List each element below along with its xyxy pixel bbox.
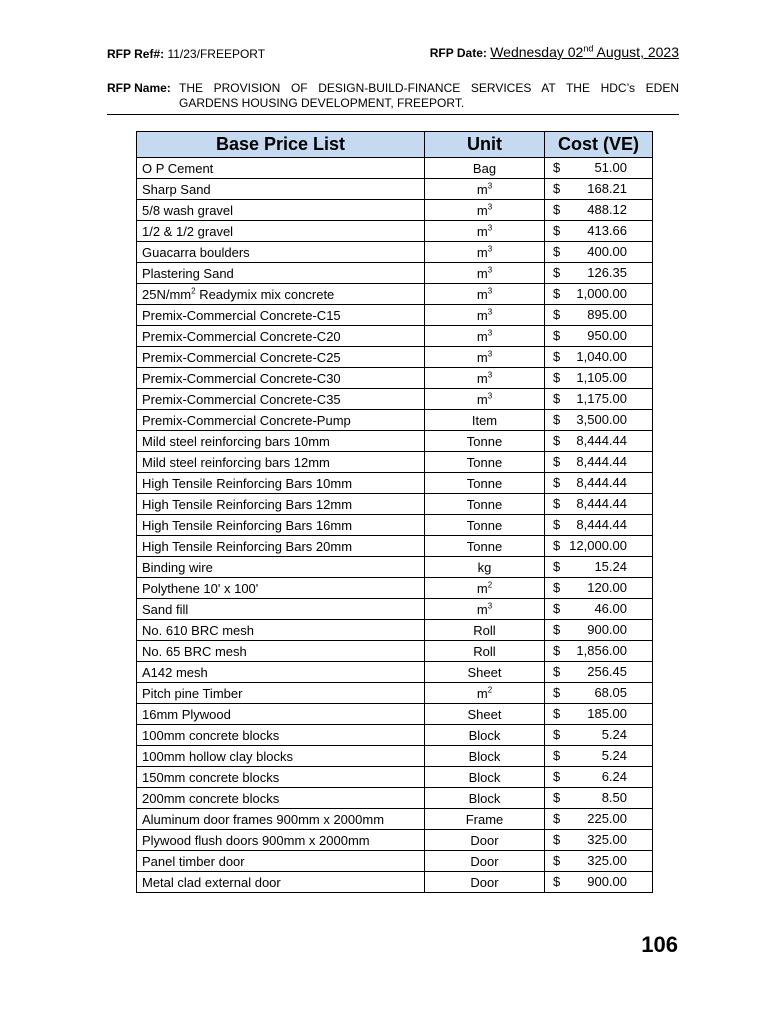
cost-cell [545, 242, 653, 263]
cost-cell [545, 767, 653, 788]
cost-amount: 8,444.44 [576, 517, 627, 532]
cost-cell [545, 158, 653, 179]
currency-symbol: $ [553, 391, 561, 406]
currency-symbol: $ [553, 643, 561, 658]
table-row [137, 599, 653, 620]
unit-cell: Tonne [425, 473, 545, 494]
cost-amount: 900.00 [587, 874, 627, 889]
cost-amount: 6.24 [601, 769, 627, 784]
cost-cell [545, 494, 653, 515]
cost-amount: 225.00 [587, 811, 627, 826]
currency-symbol: $ [553, 874, 561, 889]
unit-cell: Item [425, 410, 545, 431]
currency-symbol: $ [553, 286, 561, 301]
currency-symbol: $ [553, 223, 561, 238]
page-number: 106 [641, 932, 678, 957]
unit-cell: $m^3$ [425, 284, 545, 305]
cost-cell [545, 872, 653, 893]
cost-cell [545, 851, 653, 872]
cost-amount: 400.00 [587, 244, 627, 259]
item-cell: High Tensile Reinforcing Bars 10mm [137, 473, 425, 494]
currency-symbol: $ [553, 580, 561, 595]
item-cell: Polythene 10' x 100' [137, 578, 425, 599]
cost-amount: 895.00 [587, 307, 627, 322]
item-cell: High Tensile Reinforcing Bars 12mm [137, 494, 425, 515]
table-row [137, 389, 653, 410]
currency-symbol: $ [553, 517, 561, 532]
currency-symbol: $ [553, 706, 561, 721]
cost-amount: 185.00 [587, 706, 627, 721]
table-row [137, 158, 653, 179]
cost-cell [545, 788, 653, 809]
cost-amount: 950.00 [587, 328, 627, 343]
table-row [137, 746, 653, 767]
item-cell: 100mm concrete blocks [137, 725, 425, 746]
cost-cell [545, 704, 653, 725]
unit-cell: $m^2$ [425, 578, 545, 599]
rfp-ref-label: RFP Ref#: [107, 47, 165, 61]
unit-cell: Bag [425, 158, 545, 179]
item-cell: 1/2 & 1/2 gravel [137, 221, 425, 242]
table-row [137, 830, 653, 851]
currency-symbol: $ [553, 748, 561, 763]
cost-amount: 3,500.00 [576, 412, 627, 427]
unit-cell: Tonne [425, 431, 545, 452]
cost-cell [545, 725, 653, 746]
unit-cell: $m^3$ [425, 221, 545, 242]
currency-symbol: $ [553, 433, 561, 448]
item-cell: Sand fill [137, 599, 425, 620]
item-cell: Premix-Commercial Concrete-C25 [137, 347, 425, 368]
cost-amount: 413.66 [587, 223, 627, 238]
currency-symbol: $ [553, 538, 561, 553]
cost-cell [545, 431, 653, 452]
item-cell: $25N/mm^2$ Readymix mix concrete [137, 284, 425, 305]
cost-cell [545, 599, 653, 620]
unit-cell: Block [425, 788, 545, 809]
unit-cell: Sheet [425, 704, 545, 725]
cost-amount: 8.50 [601, 790, 627, 805]
table-row [137, 431, 653, 452]
cost-cell [545, 557, 653, 578]
table-row [137, 179, 653, 200]
table-row [137, 872, 653, 893]
cost-amount: 5.24 [601, 727, 627, 742]
table-row [137, 662, 653, 683]
item-cell: Metal clad external door [137, 872, 425, 893]
header-divider [107, 114, 679, 115]
table-row [137, 809, 653, 830]
currency-symbol: $ [553, 853, 561, 868]
table-row [137, 284, 653, 305]
table-row [137, 725, 653, 746]
cost-cell [545, 347, 653, 368]
rfp-name-row [107, 81, 679, 111]
table-body [137, 158, 653, 893]
currency-symbol: $ [553, 832, 561, 847]
currency-symbol: $ [553, 559, 561, 574]
cost-cell [545, 746, 653, 767]
table-row [137, 515, 653, 536]
base-price-table [136, 131, 653, 893]
table-row [137, 788, 653, 809]
currency-symbol: $ [553, 412, 561, 427]
unit-cell: $m^3$ [425, 326, 545, 347]
unit-cell: $m^3$ [425, 599, 545, 620]
cost-cell [545, 368, 653, 389]
item-cell: Premix-Commercial Concrete-C15 [137, 305, 425, 326]
item-cell: Guacarra boulders [137, 242, 425, 263]
unit-cell: Roll [425, 641, 545, 662]
currency-symbol: $ [553, 769, 561, 784]
unit-cell: Block [425, 746, 545, 767]
cost-amount: 51.00 [594, 160, 627, 175]
header-cost: Cost (VE) [545, 132, 653, 158]
unit-cell: $m^3$ [425, 305, 545, 326]
unit-cell: $m^3$ [425, 242, 545, 263]
unit-cell: Frame [425, 809, 545, 830]
cost-cell [545, 809, 653, 830]
cost-amount: 1,175.00 [576, 391, 627, 406]
item-cell: Binding wire [137, 557, 425, 578]
table-row [137, 326, 653, 347]
unit-cell: Roll [425, 620, 545, 641]
table-row [137, 242, 653, 263]
item-cell: Plastering Sand [137, 263, 425, 284]
table-row [137, 536, 653, 557]
cost-cell [545, 473, 653, 494]
cost-amount: 325.00 [587, 853, 627, 868]
item-cell: Aluminum door frames 900mm x 2000mm [137, 809, 425, 830]
table-row [137, 305, 653, 326]
unit-cell: $m^3$ [425, 200, 545, 221]
header-unit: Unit [425, 132, 545, 158]
item-cell: Premix-Commercial Concrete-C20 [137, 326, 425, 347]
currency-symbol: $ [553, 349, 561, 364]
table-row [137, 494, 653, 515]
currency-symbol: $ [553, 790, 561, 805]
table-row [137, 221, 653, 242]
item-cell: 200mm concrete blocks [137, 788, 425, 809]
item-cell: Mild steel reinforcing bars 12mm [137, 452, 425, 473]
table-row [137, 368, 653, 389]
cost-cell [545, 305, 653, 326]
cost-amount: 1,040.00 [576, 349, 627, 364]
currency-symbol: $ [553, 496, 561, 511]
cost-cell [545, 410, 653, 431]
cost-amount: 5.24 [601, 748, 627, 763]
cost-cell [545, 536, 653, 557]
table-row [137, 683, 653, 704]
rfp-ref [107, 47, 265, 62]
cost-amount: 1,856.00 [576, 643, 627, 658]
cost-cell [545, 221, 653, 242]
cost-amount: 126.35 [587, 265, 627, 280]
cost-amount: 15.24 [594, 559, 627, 574]
currency-symbol: $ [553, 811, 561, 826]
table-row [137, 557, 653, 578]
rfp-date-value [490, 44, 679, 60]
unit-cell: $m^3$ [425, 368, 545, 389]
item-cell: 100mm hollow clay blocks [137, 746, 425, 767]
unit-cell: Tonne [425, 515, 545, 536]
item-cell: Sharp Sand [137, 179, 425, 200]
rfp-date [430, 45, 679, 61]
table-row [137, 347, 653, 368]
item-cell: 150mm concrete blocks [137, 767, 425, 788]
item-cell: 16mm Plywood [137, 704, 425, 725]
unit-cell: $m^3$ [425, 263, 545, 284]
cost-cell [545, 578, 653, 599]
table-row [137, 410, 653, 431]
unit-cell: $m^3$ [425, 389, 545, 410]
table-header-row [137, 132, 653, 158]
item-cell: Premix-Commercial Concrete-Pump [137, 410, 425, 431]
unit-cell: kg [425, 557, 545, 578]
cost-cell [545, 683, 653, 704]
item-cell: Pitch pine Timber [137, 683, 425, 704]
currency-symbol: $ [553, 727, 561, 742]
currency-symbol: $ [553, 475, 561, 490]
unit-cell: $m^2$ [425, 683, 545, 704]
rfp-date-prefix: Wednesday 02 [490, 44, 584, 60]
unit-cell: Door [425, 830, 545, 851]
currency-symbol: $ [553, 181, 561, 196]
unit-cell: Tonne [425, 536, 545, 557]
table-row [137, 704, 653, 725]
rfp-name-value: THE PROVISION OF DESIGN-BUILD-FINANCE SERVICES AT THE HDC’s EDEN GARDENS HOUSING DEVELOPMENT, FREEPORT. [179, 81, 679, 110]
rfp-date-suffix: August, 2023 [593, 44, 679, 60]
cost-amount: 168.21 [587, 181, 627, 196]
item-cell: A142 mesh [137, 662, 425, 683]
currency-symbol: $ [553, 370, 561, 385]
table-row [137, 452, 653, 473]
cost-cell [545, 662, 653, 683]
item-cell: Panel timber door [137, 851, 425, 872]
cost-amount: 256.45 [587, 664, 627, 679]
unit-cell: Sheet [425, 662, 545, 683]
cost-cell [545, 515, 653, 536]
rfp-name-label: RFP Name: [107, 81, 171, 95]
cost-cell [545, 830, 653, 851]
unit-cell: Door [425, 872, 545, 893]
cost-cell [545, 263, 653, 284]
header-base-price-list: Base Price List [137, 132, 425, 158]
unit-cell: Block [425, 767, 545, 788]
cost-amount: 1,105.00 [576, 370, 627, 385]
cost-amount: 1,000.00 [576, 286, 627, 301]
rfp-date-label: RFP Date: [429, 46, 487, 60]
currency-symbol: $ [553, 244, 561, 259]
item-cell: High Tensile Reinforcing Bars 20mm [137, 536, 425, 557]
table-row [137, 473, 653, 494]
item-cell: Mild steel reinforcing bars 10mm [137, 431, 425, 452]
unit-cell: $m^3$ [425, 347, 545, 368]
item-cell: 5/8 wash gravel [137, 200, 425, 221]
cost-amount: 325.00 [587, 832, 627, 847]
cost-cell [545, 452, 653, 473]
table-row [137, 851, 653, 872]
currency-symbol: $ [553, 454, 561, 469]
currency-symbol: $ [553, 307, 561, 322]
unit-cell: Door [425, 851, 545, 872]
item-cell: Plywood flush doors 900mm x 2000mm [137, 830, 425, 851]
cost-amount: 46.00 [594, 601, 627, 616]
cost-cell [545, 326, 653, 347]
unit-cell: Tonne [425, 452, 545, 473]
item-cell: High Tensile Reinforcing Bars 16mm [137, 515, 425, 536]
table-row [137, 578, 653, 599]
item-cell: O P Cement [137, 158, 425, 179]
cost-cell [545, 179, 653, 200]
cost-amount: 8,444.44 [576, 475, 627, 490]
item-cell: Premix-Commercial Concrete-C30 [137, 368, 425, 389]
rfp-ref-value: 11/23/FREEPORT [167, 47, 266, 61]
cost-cell [545, 200, 653, 221]
cost-amount: 900.00 [587, 622, 627, 637]
cost-cell [545, 284, 653, 305]
table-row [137, 767, 653, 788]
cost-amount: 120.00 [587, 580, 627, 595]
table-row [137, 641, 653, 662]
cost-amount: 68.05 [594, 685, 627, 700]
table-row [137, 263, 653, 284]
item-cell: No. 610 BRC mesh [137, 620, 425, 641]
currency-symbol: $ [553, 622, 561, 637]
unit-cell: $m^3$ [425, 179, 545, 200]
table-row [137, 620, 653, 641]
cost-amount: 8,444.44 [576, 454, 627, 469]
cost-amount: 8,444.44 [576, 433, 627, 448]
item-cell: No. 65 BRC mesh [137, 641, 425, 662]
item-cell: Premix-Commercial Concrete-C35 [137, 389, 425, 410]
currency-symbol: $ [553, 328, 561, 343]
table-row [137, 200, 653, 221]
cost-amount: 12,000.00 [569, 538, 627, 553]
unit-cell: Block [425, 725, 545, 746]
cost-cell [545, 620, 653, 641]
currency-symbol: $ [553, 664, 561, 679]
unit-cell: Tonne [425, 494, 545, 515]
currency-symbol: $ [553, 265, 561, 280]
cost-cell [545, 641, 653, 662]
cost-cell [545, 389, 653, 410]
cost-amount: 488.12 [587, 202, 627, 217]
cost-amount: 8,444.44 [576, 496, 627, 511]
currency-symbol: $ [553, 160, 561, 175]
rfp-date-ordinal: nd [583, 43, 594, 54]
currency-symbol: $ [553, 601, 561, 616]
currency-symbol: $ [553, 202, 561, 217]
currency-symbol: $ [553, 685, 561, 700]
